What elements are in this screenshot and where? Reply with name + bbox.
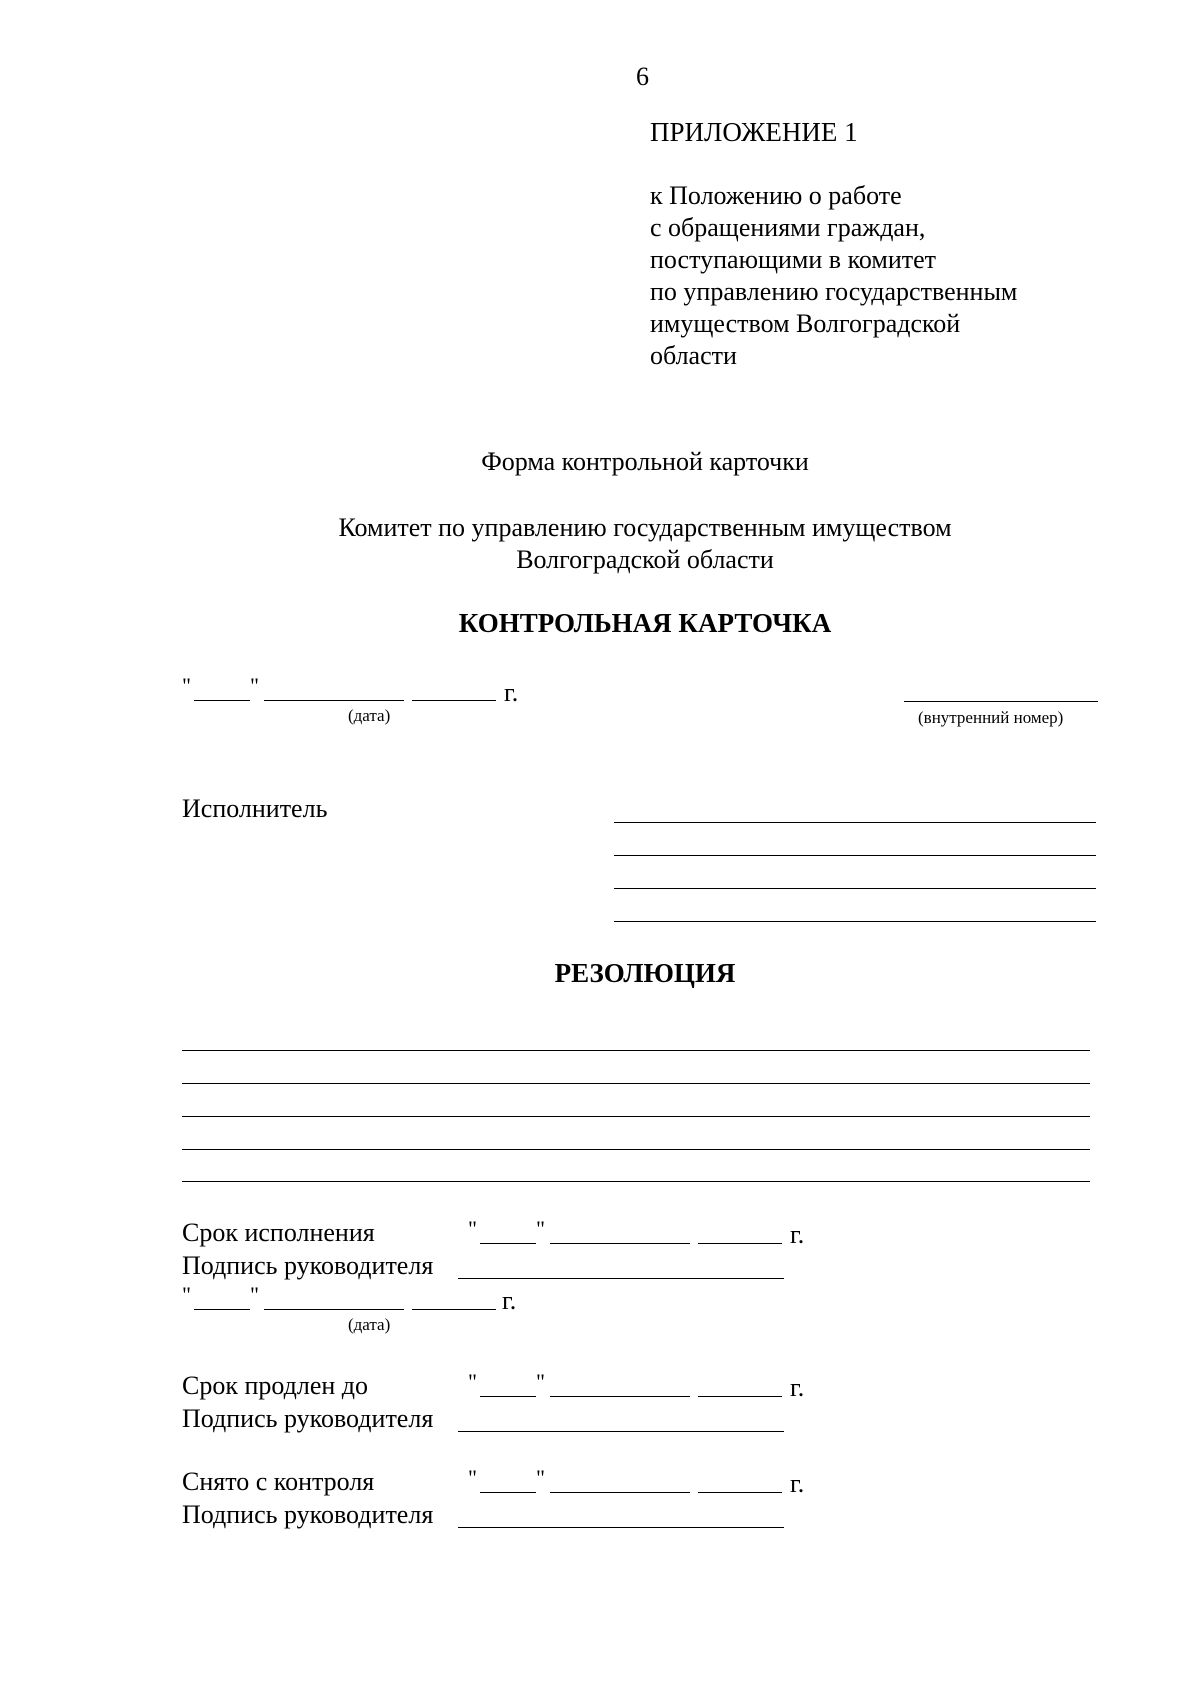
year-suffix: г. xyxy=(502,1286,517,1315)
resolution-line[interactable] xyxy=(182,1083,1090,1084)
open-quote: " xyxy=(182,673,191,698)
day-blank xyxy=(480,1243,536,1244)
executor-line[interactable] xyxy=(614,822,1096,823)
signature-line[interactable] xyxy=(458,1527,784,1528)
year-suffix: г. xyxy=(790,1469,805,1498)
extended-label: Срок продлен до xyxy=(182,1371,369,1400)
resolution-title: РЕЗОЛЮЦИЯ xyxy=(554,958,736,988)
deadline-label: Срок исполнения xyxy=(182,1218,375,1247)
annex-subtitle-line: по управлению государственным xyxy=(650,277,1018,306)
signature-line[interactable] xyxy=(458,1431,784,1432)
annex-subtitle xyxy=(650,180,1130,372)
org-name-line1: Комитет по управлению государственным имуществом xyxy=(338,513,952,542)
month-blank xyxy=(264,700,404,701)
annex-subtitle-line: к Положению о работе xyxy=(650,181,902,210)
removed-label: Снято с контроля xyxy=(182,1467,375,1496)
resolution-line[interactable] xyxy=(182,1181,1090,1182)
close-quote: " xyxy=(250,1282,259,1307)
annex-title: ПРИЛОЖЕНИЕ 1 xyxy=(650,117,858,147)
page-number: 6 xyxy=(636,62,649,91)
day-blank xyxy=(194,700,250,701)
year-blank xyxy=(698,1492,782,1493)
month-blank xyxy=(550,1243,690,1244)
year-blank xyxy=(698,1396,782,1397)
resolution-line[interactable] xyxy=(182,1149,1090,1150)
day-blank xyxy=(480,1396,536,1397)
annex-subtitle-line: поступающими в комитет xyxy=(650,245,937,274)
year-blank xyxy=(412,700,496,701)
executor-line[interactable] xyxy=(614,855,1096,856)
close-quote: " xyxy=(536,1216,545,1241)
open-quote: " xyxy=(182,1282,191,1307)
card-title: КОНТРОЛЬНАЯ КАРТОЧКА xyxy=(458,608,832,638)
signature-label: Подпись руководителя xyxy=(182,1404,434,1433)
executor-line[interactable] xyxy=(614,921,1096,922)
executor-label: Исполнитель xyxy=(182,794,328,823)
month-blank xyxy=(550,1492,690,1493)
open-quote: " xyxy=(468,1465,477,1490)
year-blank xyxy=(412,1309,496,1310)
open-quote: " xyxy=(468,1216,477,1241)
resolution-line[interactable] xyxy=(182,1050,1090,1051)
resolution-line[interactable] xyxy=(182,1116,1090,1117)
year-suffix: г. xyxy=(504,678,519,707)
date-caption: (дата) xyxy=(348,706,391,725)
close-quote: " xyxy=(250,673,259,698)
day-blank xyxy=(194,1309,250,1310)
date-caption: (дата) xyxy=(348,1315,391,1334)
open-quote: " xyxy=(468,1369,477,1394)
executor-line[interactable] xyxy=(614,888,1096,889)
signature-label: Подпись руководителя xyxy=(182,1500,434,1529)
year-suffix: г. xyxy=(790,1220,805,1249)
close-quote: " xyxy=(536,1465,545,1490)
month-blank xyxy=(264,1309,404,1310)
month-blank xyxy=(550,1396,690,1397)
annex-subtitle-line: имуществом Волгоградской xyxy=(650,309,961,338)
close-quote: " xyxy=(536,1369,545,1394)
annex-subtitle-line: с обращениями граждан, xyxy=(650,213,926,242)
annex-subtitle-line: области xyxy=(650,341,737,370)
day-blank xyxy=(480,1492,536,1493)
signature-line[interactable] xyxy=(458,1278,784,1279)
internal-number-blank xyxy=(904,701,1098,702)
form-title: Форма контрольной карточки xyxy=(481,447,809,476)
internal-number-caption: (внутренний номер) xyxy=(918,708,1064,727)
year-blank xyxy=(698,1243,782,1244)
org-name-line2: Волгоградской области xyxy=(516,545,774,574)
year-suffix: г. xyxy=(790,1373,805,1402)
signature-label: Подпись руководителя xyxy=(182,1251,434,1280)
